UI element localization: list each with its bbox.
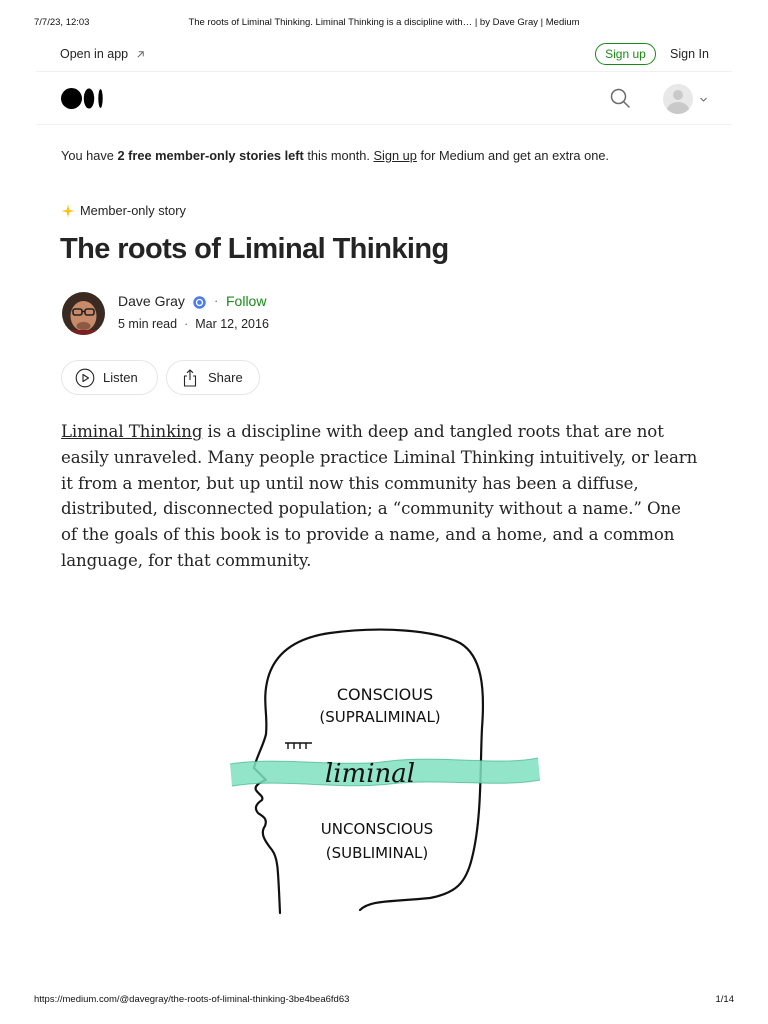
user-menu-button[interactable] [663,84,711,114]
banner-middle: this month. [303,148,374,163]
print-page-number: 1/14 [715,994,734,1005]
verified-badge-icon [193,296,206,309]
banner-prefix: You have [61,148,118,163]
article-meta [118,317,269,331]
avatar-icon [663,84,693,114]
publish-date: Mar 12, 2016 [195,317,269,331]
print-page-title: The roots of Liminal Thinking. Liminal Thinking is a discipline with… | by Dave Gray | Medium [188,17,580,28]
member-only-label: Member-only story [80,203,186,218]
medium-logo-icon[interactable] [61,88,105,109]
follow-button[interactable]: Follow [226,293,267,309]
author-avatar[interactable] [62,292,105,335]
unconscious-label: UNCONSCIOUS [320,820,434,838]
share-label: Share [208,370,243,385]
article-paragraph [61,419,701,574]
banner-sign-up-link[interactable]: Sign up [373,148,417,163]
separator-dot: · [214,293,219,308]
sparkle-star-icon [61,204,75,218]
banner-count: 2 free member-only stories left [117,148,304,163]
subliminal-label: (SUBLIMINAL) [325,844,429,862]
author-portrait-image [62,292,105,335]
read-time: 5 min read [118,317,178,331]
banner-suffix: for Medium and get an extra one. [416,148,609,163]
top-bar [36,38,732,72]
chevron-down-icon [699,95,708,104]
meta-separator: · [184,317,189,331]
play-icon [75,368,95,388]
open-in-app-label: Open in app [60,47,129,61]
sign-up-button[interactable]: Sign up [595,43,656,65]
nav-bar [36,72,732,125]
listen-label: Listen [103,370,138,385]
article-title: The roots of Liminal Thinking [60,233,449,265]
external-arrow-icon [135,49,146,60]
liminal-head-illustration [220,618,550,923]
member-only-badge [61,203,186,218]
paragraph-text: is a discipline with deep and tangled roots that are not easily unraveled. Many people practice Liminal Thinking intuitively, or learn it from a mentor, but up until now this community has been a diffuse, distributed, disconnected population; a “community without a name.” One of the goals of this book is to provide a name, and a home, and a common language, for that community. [61,422,698,570]
conscious-label: CONSCIOUS [336,685,434,704]
liminal-thinking-link[interactable]: Liminal Thinking [61,422,203,441]
search-icon[interactable] [609,87,631,109]
listen-button[interactable] [61,360,158,395]
print-timestamp: 7/7/23, 12:03 [34,17,90,28]
share-icon [180,368,200,388]
sign-in-link[interactable]: Sign In [670,47,709,61]
author-name[interactable]: Dave Gray [118,293,185,309]
print-url: https://medium.com/@davegray/the-roots-of-liminal-thinking-3be4bea6fd63 [34,994,350,1005]
supraliminal-label: (SUPRALIMINAL) [319,708,441,726]
open-in-app-link[interactable] [60,47,146,61]
share-button[interactable] [166,360,260,395]
member-limit-banner [61,148,609,163]
liminal-label: liminal [324,759,416,789]
